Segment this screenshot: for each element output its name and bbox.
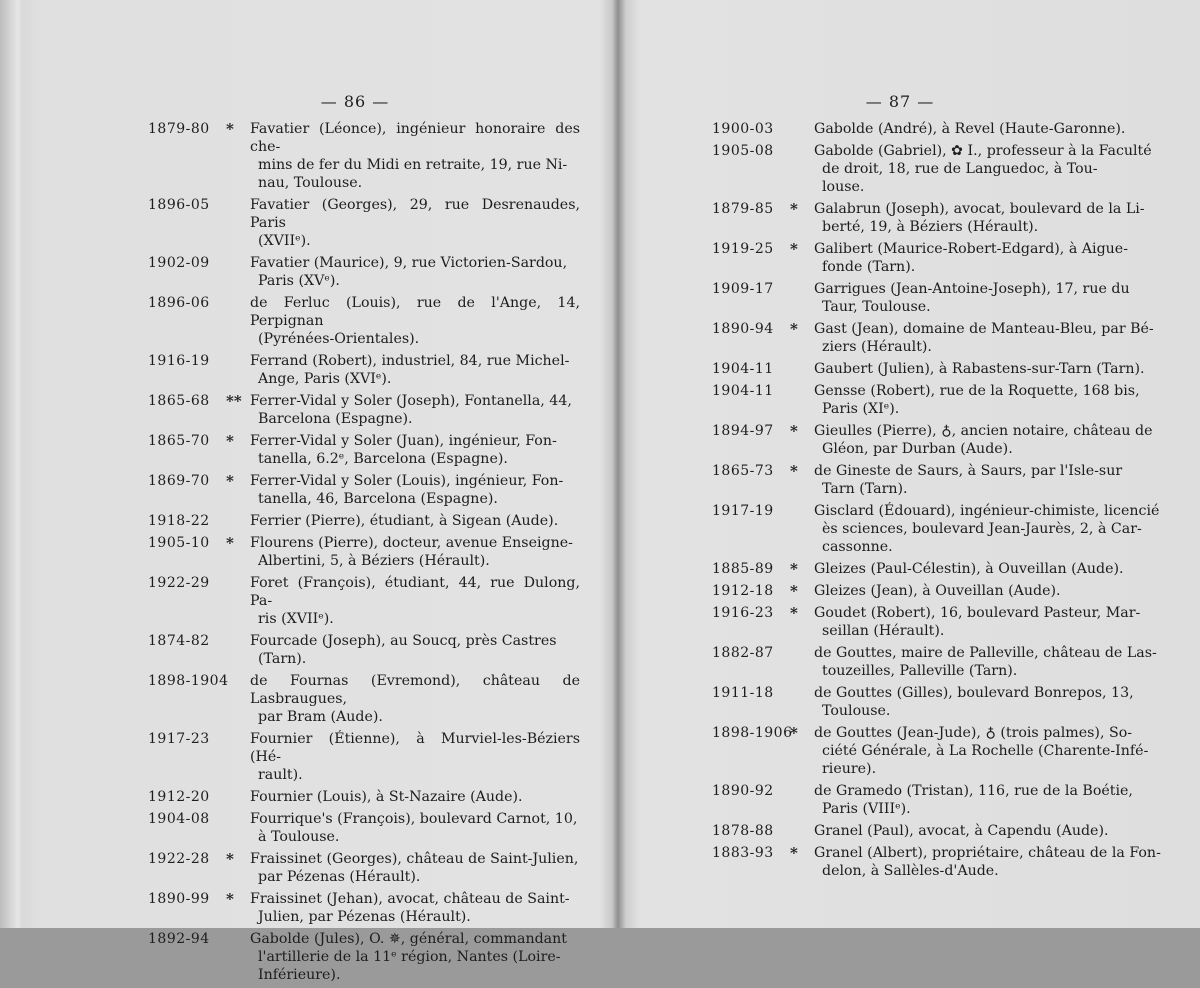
entry-line: Fraissinet (Georges), château de Saint-Julien, (250, 851, 579, 867)
list-item (148, 392, 580, 428)
entry-line: Ferrand (Robert), industriel, 84, rue Michel- (250, 353, 570, 369)
entry-line: de droit, 18, rue de Languedoc, à Tou- (822, 161, 1098, 177)
entry-years: 1916-23 (712, 605, 774, 621)
entry-line: Ferrer-Vidal y Soler (Juan), ingénieur, Fon- (250, 433, 557, 449)
entry-years: 1890-92 (712, 783, 774, 799)
entry-mark: * (790, 724, 798, 742)
entry-years: 1917-19 (712, 503, 774, 519)
entry-line: delon, à Sallèles-d'Aude. (822, 863, 999, 879)
entry-years: 1890-94 (712, 321, 774, 337)
entry-text (250, 512, 580, 530)
entry-years: 1896-05 (148, 197, 210, 213)
entry-line: Favatier (Maurice), 9, rue Victorien-Sardou, (250, 255, 568, 271)
entry-years: 1919-25 (712, 241, 774, 257)
entry-line: Gensse (Robert), rue de la Roquette, 168 bis, (814, 383, 1140, 399)
entry-line: de Fournas (Evremond), château de Lasbraugues, (250, 673, 580, 707)
entry-line: Ferrer-Vidal y Soler (Joseph), Fontanella, 44, (250, 393, 572, 409)
entry-line: Fourcade (Joseph), au Soucq, près Castres (250, 633, 557, 649)
entry-text (814, 582, 1174, 600)
entry-line: nau, Toulouse. (258, 175, 363, 191)
entry-years: 1879-85 (712, 201, 774, 217)
list-item (712, 360, 1174, 378)
entry-text (814, 120, 1174, 138)
list-item (148, 294, 580, 348)
entry-years: 1896-06 (148, 295, 210, 311)
entry-line: ès sciences, boulevard Jean-Jaurès, 2, à Car- (822, 521, 1142, 537)
list-item (712, 142, 1174, 196)
entry-line: Galabrun (Joseph), avocat, boulevard de la Li- (814, 201, 1145, 217)
entry-text (250, 472, 580, 508)
entry-text (250, 392, 580, 428)
entry-mark: * (226, 534, 234, 552)
right-page (630, 0, 1190, 928)
entry-line: berté, 19, à Béziers (Hérault). (822, 219, 1039, 235)
list-item (712, 462, 1174, 498)
entry-text (814, 684, 1174, 720)
entry-line: Favatier (Georges), 29, rue Desrenaudes, Paris (250, 197, 580, 231)
entry-text (814, 240, 1174, 276)
list-item (712, 604, 1174, 640)
entry-line: Granel (Paul), avocat, à Capendu (Aude). (814, 823, 1109, 839)
entry-text (814, 782, 1174, 818)
entry-years: 1912-18 (712, 583, 774, 599)
entry-mark: * (226, 850, 234, 868)
entry-text (250, 810, 580, 846)
entry-text (814, 382, 1174, 418)
entry-text (250, 930, 580, 984)
entry-line: Favatier (Léonce), ingénieur honoraire des che- (250, 121, 580, 155)
entry-line: à Toulouse. (258, 829, 340, 845)
entry-mark: * (790, 844, 798, 862)
entry-years: 1917-23 (148, 731, 210, 747)
entry-text (814, 644, 1174, 680)
entry-line: tanella, 46, Barcelona (Espagne). (258, 491, 498, 507)
entry-line: fonde (Tarn). (822, 259, 916, 275)
list-item (712, 502, 1174, 556)
entry-line: mins de fer du Midi en retraite, 19, rue Ni- (258, 157, 568, 173)
entry-text (814, 724, 1174, 778)
entry-line: Granel (Albert), propriétaire, château de la Fon- (814, 845, 1161, 861)
entry-text (250, 672, 580, 726)
entry-line: Toulouse. (822, 703, 891, 719)
list-item (712, 582, 1174, 600)
list-item (148, 196, 580, 250)
entry-line: Fourrique's (François), boulevard Carnot, 10, (250, 811, 578, 827)
entry-text (250, 890, 580, 926)
entry-years: 1874-82 (148, 633, 210, 649)
entry-line: tanella, 6.2ᵉ, Barcelona (Espagne). (258, 451, 508, 467)
entry-years: 1882-87 (712, 645, 774, 661)
entry-line: Ange, Paris (XVIᵉ). (258, 371, 392, 387)
entry-line: Galibert (Maurice-Robert-Edgard), à Aigue- (814, 241, 1128, 257)
entry-mark: * (226, 890, 234, 908)
entry-text (250, 574, 580, 628)
entry-mark: * (226, 472, 234, 490)
entry-text (814, 502, 1174, 556)
entry-line: de Gramedo (Tristan), 116, rue de la Boétie, (814, 783, 1133, 799)
entry-line: Goudet (Robert), 16, boulevard Pasteur, Mar- (814, 605, 1141, 621)
entry-years: 1878-88 (712, 823, 774, 839)
entry-line: Fraissinet (Jehan), avocat, château de Saint- (250, 891, 570, 907)
entry-years: 1902-09 (148, 255, 210, 271)
entry-text (814, 200, 1174, 236)
entry-years: 1904-08 (148, 811, 210, 827)
entry-years: 1898-1906 (712, 725, 793, 741)
page-number: — 86 — (320, 92, 390, 111)
list-item (712, 200, 1174, 236)
list-item (148, 890, 580, 926)
entry-line: cassonne. (822, 539, 893, 555)
entry-years: 1894-97 (712, 423, 774, 439)
list-item (712, 120, 1174, 138)
entry-line: Garrigues (Jean-Antoine-Joseph), 17, rue du (814, 281, 1130, 297)
entry-line: Albertini, 5, à Béziers (Hérault). (258, 553, 490, 569)
entry-text (250, 294, 580, 348)
entry-years: 1890-99 (148, 891, 210, 907)
entry-line: Barcelona (Espagne). (258, 411, 413, 427)
entry-mark: * (790, 422, 798, 440)
entry-line: Paris (VIIIᵉ). (822, 801, 911, 817)
list-item (712, 280, 1174, 316)
list-item (712, 422, 1174, 458)
entry-line: l'artillerie de la 11ᵉ région, Nantes (Loire- (258, 949, 561, 965)
entry-line: Flourens (Pierre), docteur, avenue Enseigne- (250, 535, 573, 551)
entry-line: rieure). (822, 761, 877, 777)
entry-years: 1922-29 (148, 575, 210, 591)
entry-line: par Pézenas (Hérault). (258, 869, 421, 885)
entry-line: Julien, par Pézenas (Hérault). (258, 909, 471, 925)
entry-line: (XVIIᵉ). (258, 233, 311, 249)
entry-line: ziers (Hérault). (822, 339, 932, 355)
list-item (148, 432, 580, 468)
page-number: — 87 — (865, 92, 935, 111)
entry-text (250, 730, 580, 784)
entry-mark: * (790, 604, 798, 622)
entry-text (250, 632, 580, 668)
entry-text (814, 280, 1174, 316)
entry-mark: * (790, 240, 798, 258)
left-page (40, 0, 610, 983)
entry-line: de Gineste de Saurs, à Saurs, par l'Isle-sur (814, 463, 1123, 479)
entry-years: 1904-11 (712, 383, 774, 399)
entry-years: 1879-80 (148, 121, 210, 137)
list-item (148, 930, 580, 984)
entry-years: 1916-19 (148, 353, 210, 369)
entry-line: de Gouttes (Jean-Jude), ♁ (trois palmes), So- (814, 725, 1133, 741)
entry-text (814, 604, 1174, 640)
entry-text (250, 254, 580, 290)
entry-line: de Gouttes, maire de Palleville, château de Las- (814, 645, 1157, 661)
entry-years: 1865-73 (712, 463, 774, 479)
list-item (712, 382, 1174, 418)
list-item (712, 724, 1174, 778)
entry-text (814, 360, 1174, 378)
list-item (148, 810, 580, 846)
entry-line: Paris (XIᵉ). (822, 401, 900, 417)
list-item (712, 320, 1174, 356)
entry-line: Fournier (Louis), à St-Nazaire (Aude). (250, 789, 523, 805)
list-item (148, 534, 580, 570)
entry-line: Gaubert (Julien), à Rabastens-sur-Tarn (Tarn). (814, 361, 1145, 377)
list-item (712, 782, 1174, 818)
entry-years: 1900-03 (712, 121, 774, 137)
entry-line: Ferrier (Pierre), étudiant, à Sigean (Aude). (250, 513, 559, 529)
entry-mark: * (790, 560, 798, 578)
entry-line: Fournier (Étienne), à Murviel-les-Béziers (Hé- (250, 731, 580, 765)
list-item (148, 850, 580, 886)
entry-line: Gabolde (Gabriel), ✿ I., professeur à la Faculté (814, 143, 1152, 159)
entry-line: Foret (François), étudiant, 44, rue Dulong, Pa- (250, 575, 580, 609)
entry-years: 1904-11 (712, 361, 774, 377)
entry-line: Gabolde (André), à Revel (Haute-Garonne). (814, 121, 1126, 137)
entry-line: Gabolde (Jules), O. ✵, général, commandant (250, 931, 567, 947)
entry-text (814, 422, 1174, 458)
entry-line: Gast (Jean), domaine de Manteau-Bleu, par Bé- (814, 321, 1154, 337)
entry-mark: ** (226, 392, 242, 410)
list-item (148, 574, 580, 628)
entry-list (712, 120, 1174, 884)
entry-line: ris (XVIIᵉ). (258, 611, 334, 627)
entry-text (250, 120, 580, 192)
entry-text (814, 320, 1174, 356)
entry-mark: * (226, 120, 234, 138)
entry-line: Taur, Toulouse. (822, 299, 931, 315)
entry-text (814, 142, 1174, 196)
entry-text (250, 534, 580, 570)
entry-text (814, 462, 1174, 498)
entry-mark: * (790, 200, 798, 218)
entry-line: Inférieure). (258, 967, 341, 983)
entry-line: Gléon, par Durban (Aude). (822, 441, 1013, 457)
entry-years: 1905-08 (712, 143, 774, 159)
list-item (712, 684, 1174, 720)
entry-mark: * (790, 320, 798, 338)
entry-text (250, 196, 580, 250)
list-item (148, 254, 580, 290)
entry-line: rault). (258, 767, 303, 783)
entry-mark: * (790, 462, 798, 480)
entry-years: 1865-68 (148, 393, 210, 409)
entry-line: de Gouttes (Gilles), boulevard Bonrepos, 13, (814, 685, 1134, 701)
entry-text (814, 560, 1174, 578)
entry-years: 1898-1904 (148, 673, 229, 689)
entry-line: Gisclard (Édouard), ingénieur-chimiste, licencié (814, 503, 1160, 519)
entry-years: 1865-70 (148, 433, 210, 449)
entry-years: 1909-17 (712, 281, 774, 297)
entry-text (250, 432, 580, 468)
list-item (148, 352, 580, 388)
entry-mark: * (226, 432, 234, 450)
list-item (148, 730, 580, 784)
list-item (148, 512, 580, 530)
entry-line: touzeilles, Palleville (Tarn). (822, 663, 1018, 679)
entry-line: (Tarn). (258, 651, 307, 667)
list-item (712, 560, 1174, 578)
list-item (712, 240, 1174, 276)
entry-line: de Ferluc (Louis), rue de l'Ange, 14, Perpignan (250, 295, 580, 329)
entry-text (814, 822, 1174, 840)
entry-text (250, 850, 580, 886)
entry-line: Paris (XVᵉ). (258, 273, 340, 289)
entry-years: 1885-89 (712, 561, 774, 577)
entry-line: seillan (Hérault). (822, 623, 945, 639)
entry-years: 1918-22 (148, 513, 210, 529)
list-item (712, 644, 1174, 680)
entry-years: 1911-18 (712, 685, 774, 701)
entry-line: louse. (822, 179, 865, 195)
entry-line: par Bram (Aude). (258, 709, 383, 725)
list-item (148, 788, 580, 806)
entry-line: Gleizes (Paul-Célestin), à Ouveillan (Aude). (814, 561, 1124, 577)
entry-line: Gieulles (Pierre), ♁, ancien notaire, château de (814, 423, 1153, 439)
entry-line: ciété Générale, à La Rochelle (Charente-Infé- (822, 743, 1149, 759)
list-item (148, 672, 580, 726)
entry-years: 1892-94 (148, 931, 210, 947)
list-item (712, 844, 1174, 880)
list-item (712, 822, 1174, 840)
list-item (148, 472, 580, 508)
entry-text (250, 352, 580, 388)
entry-line: Tarn (Tarn). (822, 481, 908, 497)
entry-mark: * (790, 582, 798, 600)
entry-text (814, 844, 1174, 880)
entry-text (250, 788, 580, 806)
entry-years: 1883-93 (712, 845, 774, 861)
list-item (148, 120, 580, 192)
entry-years: 1905-10 (148, 535, 210, 551)
entry-line: (Pyrénées-Orientales). (258, 331, 420, 347)
entry-years: 1912-20 (148, 789, 210, 805)
list-item (148, 632, 580, 668)
entry-years: 1922-28 (148, 851, 210, 867)
entry-list (148, 120, 580, 988)
entry-years: 1869-70 (148, 473, 210, 489)
entry-line: Gleizes (Jean), à Ouveillan (Aude). (814, 583, 1061, 599)
entry-line: Ferrer-Vidal y Soler (Louis), ingénieur, Fon- (250, 473, 564, 489)
